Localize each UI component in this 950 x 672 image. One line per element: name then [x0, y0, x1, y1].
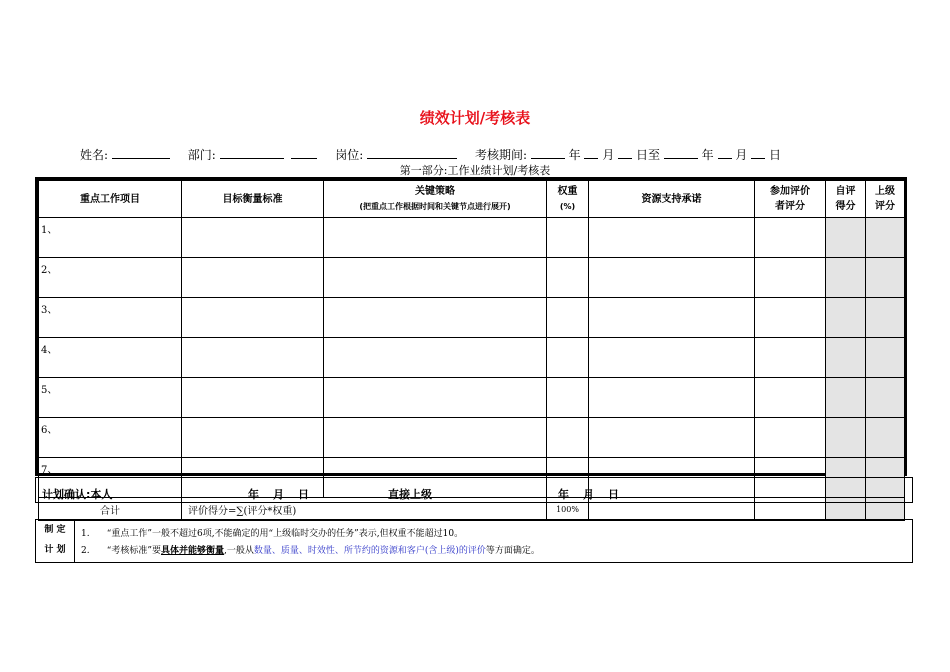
superior-line-1: 上级 — [875, 186, 895, 197]
row-number[interactable]: 5、 — [39, 378, 182, 418]
self-line-2: 得分 — [835, 201, 856, 212]
year-label-2: 年 — [701, 148, 714, 162]
weight-cell[interactable] — [547, 338, 589, 378]
end-year-field[interactable] — [664, 147, 698, 159]
standard-cell[interactable] — [182, 218, 324, 258]
confirm-self-label: 计划确认:本人 — [42, 488, 113, 501]
resource-cell[interactable] — [589, 258, 755, 298]
dept-field[interactable] — [220, 147, 284, 159]
superior-score-cell[interactable] — [866, 378, 905, 418]
self-year-field[interactable] — [222, 486, 248, 498]
row-number[interactable]: 7、 — [39, 458, 182, 498]
month-label: 月 — [602, 148, 615, 162]
note-1-text: “重点工作”一般不超过6项,不能确定的用“上级临时交办的任务”表示,但权重不能超过10。 — [106, 529, 464, 539]
weight-cell[interactable] — [547, 418, 589, 458]
total-weight: 100% — [547, 498, 589, 521]
self-month-field[interactable] — [259, 486, 273, 498]
strategy-cell[interactable] — [324, 298, 547, 338]
table-header-row — [39, 181, 905, 218]
notes-label-line-2: 计 划 — [44, 545, 66, 555]
evaluator-line-2: 者评分 — [775, 201, 805, 212]
start-year-field[interactable] — [531, 147, 565, 159]
row-number[interactable]: 6、 — [39, 418, 182, 458]
weight-title: 权重 — [557, 186, 578, 197]
strategy-cell[interactable] — [324, 418, 547, 458]
superior-score-cell[interactable] — [866, 338, 905, 378]
superior-sign-field[interactable] — [432, 486, 508, 498]
performance-table — [38, 180, 905, 521]
self-score-cell[interactable] — [826, 338, 866, 378]
superior-month-field[interactable] — [569, 486, 583, 498]
name-field[interactable] — [112, 147, 170, 159]
strategy-cell[interactable] — [324, 218, 547, 258]
total-label: 合计 — [39, 498, 182, 521]
resource-cell[interactable] — [589, 418, 755, 458]
col-header-superior — [866, 181, 905, 218]
resource-cell[interactable] — [589, 338, 755, 378]
month-label-2: 月 — [735, 148, 748, 162]
self-day-label: 日 — [298, 488, 309, 501]
superior-label: 直接上级 — [388, 488, 432, 501]
evaluator-cell[interactable] — [755, 298, 826, 338]
self-score-cell[interactable] — [826, 418, 866, 458]
superior-score-cell[interactable] — [866, 258, 905, 298]
self-score-cell[interactable] — [826, 378, 866, 418]
self-sign-field[interactable] — [112, 486, 184, 498]
info-line — [80, 146, 781, 163]
standard-cell[interactable] — [182, 338, 324, 378]
confirm-superior-group — [388, 486, 508, 502]
note-2-text-a: “考核标准”要 — [106, 546, 161, 556]
period-label: 考核期间: — [474, 148, 527, 162]
note-2-number: 2. — [81, 546, 90, 556]
resource-cell[interactable] — [589, 378, 755, 418]
superior-day-field[interactable] — [594, 486, 608, 498]
end-day-field[interactable] — [751, 147, 765, 159]
strategy-note: (把重点工作根据时间和关键节点进行展开) — [359, 202, 511, 211]
weight-cell[interactable] — [547, 298, 589, 338]
day-to-label: 日至 — [635, 148, 660, 162]
superior-month-label: 月 — [583, 488, 594, 501]
row-number[interactable]: 1、 — [39, 218, 182, 258]
weight-cell[interactable] — [547, 258, 589, 298]
row-number[interactable]: 3、 — [39, 298, 182, 338]
self-score-cell[interactable] — [826, 258, 866, 298]
notes-label — [36, 520, 75, 562]
evaluator-cell[interactable] — [755, 258, 826, 298]
post-field[interactable] — [367, 147, 457, 159]
standard-cell[interactable] — [182, 298, 324, 338]
strategy-cell[interactable] — [324, 378, 547, 418]
section-subtitle: 第一部分:工作业绩计划/考核表 — [399, 164, 551, 177]
col-header-evaluator — [755, 181, 826, 218]
superior-year-label: 年 — [558, 488, 569, 501]
table-row — [39, 378, 905, 418]
col-header-strategy — [324, 181, 547, 218]
superior-year-field[interactable] — [524, 486, 558, 498]
table-row — [39, 338, 905, 378]
row-number[interactable]: 4、 — [39, 338, 182, 378]
self-month-label: 月 — [273, 488, 284, 501]
evaluator-cell[interactable] — [755, 378, 826, 418]
col-header-self — [826, 181, 866, 218]
col-header-standard: 目标衡量标准 — [182, 181, 324, 218]
col-header-weight — [547, 181, 589, 218]
name-label: 姓名: — [80, 148, 109, 162]
self-day-field[interactable] — [284, 486, 298, 498]
weight-cell[interactable] — [547, 378, 589, 418]
note-2-text-e: 等方面确定。 — [485, 546, 540, 556]
strategy-cell[interactable] — [324, 338, 547, 378]
evaluator-cell[interactable] — [755, 338, 826, 378]
note-2-text-c: ,一般从 — [223, 546, 254, 556]
start-month-field[interactable] — [584, 147, 598, 159]
note-2-highlight: 数量、质量、时效性、所节约的资源和客户(含上级)的评价 — [253, 546, 486, 556]
strategy-cell[interactable] — [324, 258, 547, 298]
end-month-field[interactable] — [718, 147, 732, 159]
resource-cell[interactable] — [589, 218, 755, 258]
table-row — [39, 218, 905, 258]
notes-label-line-1: 制 定 — [44, 525, 66, 535]
self-score-cell[interactable] — [826, 218, 866, 258]
superior-score-cell[interactable] — [866, 298, 905, 338]
table-row — [39, 418, 905, 458]
form-title: 绩效计划/考核表 — [419, 109, 531, 127]
note-1-number: 1. — [81, 529, 90, 539]
weight-cell[interactable] — [547, 218, 589, 258]
confirm-self-group — [42, 486, 184, 502]
standard-cell[interactable] — [182, 378, 324, 418]
note-1 — [81, 526, 463, 539]
col-header-item: 重点工作项目 — [39, 181, 182, 218]
row-number[interactable]: 2、 — [39, 258, 182, 298]
col-header-resource: 资源支持承诺 — [589, 181, 755, 218]
plan-confirm-bar — [35, 477, 913, 503]
note-2-emphasis: 具体并能够衡量 — [160, 546, 224, 556]
planning-notes — [35, 519, 913, 563]
superior-score-cell[interactable] — [866, 418, 905, 458]
table-row — [39, 258, 905, 298]
post-label: 岗位: — [335, 148, 364, 162]
superior-line-2: 评分 — [875, 201, 895, 212]
dept-field-2[interactable] — [291, 147, 317, 159]
superior-day-label: 日 — [608, 488, 619, 501]
standard-cell[interactable] — [182, 258, 324, 298]
confirm-self-date — [222, 486, 309, 502]
self-score-cell[interactable] — [826, 298, 866, 338]
evaluator-line-1: 参加评价 — [770, 186, 810, 197]
evaluator-cell[interactable] — [755, 218, 826, 258]
self-year-label: 年 — [248, 488, 259, 501]
total-formula: 评价得分=∑(评分*权重) — [182, 498, 547, 521]
evaluator-cell[interactable] — [755, 418, 826, 458]
table-row — [39, 298, 905, 338]
day-label-2: 日 — [769, 148, 782, 162]
strategy-title: 关键策略 — [415, 186, 455, 197]
dept-label: 部门: — [187, 148, 216, 162]
year-label: 年 — [568, 148, 581, 162]
weight-unit: (%) — [559, 202, 576, 211]
confirm-superior-date — [524, 486, 619, 502]
standard-cell[interactable] — [182, 418, 324, 458]
note-2 — [81, 543, 540, 556]
start-day-field[interactable] — [618, 147, 632, 159]
resource-cell[interactable] — [589, 298, 755, 338]
superior-score-cell[interactable] — [866, 218, 905, 258]
self-line-1: 自评 — [835, 186, 856, 197]
